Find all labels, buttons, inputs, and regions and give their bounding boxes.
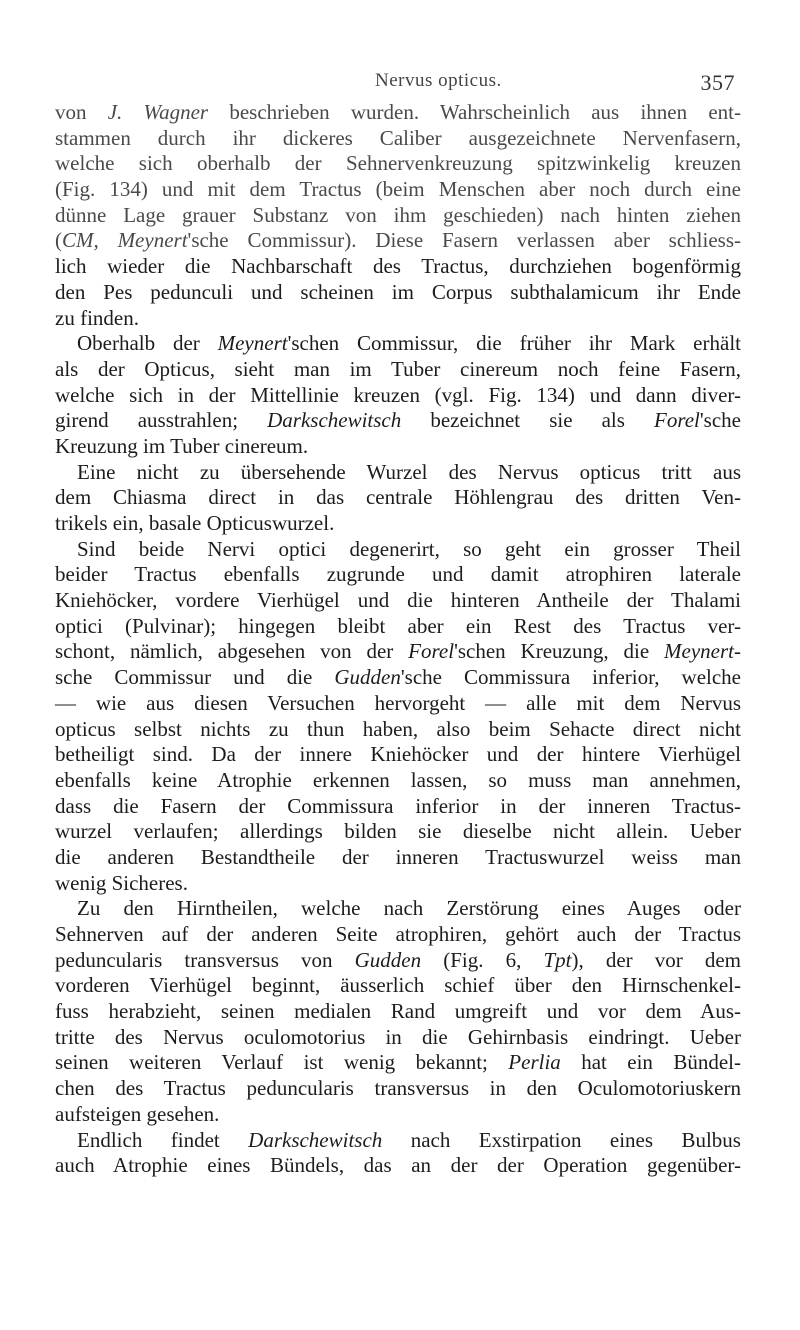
text-line bbox=[55, 228, 741, 254]
text-run: girend ausstrahlen; bbox=[55, 408, 268, 433]
text-run: Sind beide Nervi optici degenerirt, so geht ein grosser Theil bbox=[77, 536, 741, 561]
text-run: 'schen Kreuzung, die bbox=[454, 639, 665, 664]
text-run: 'schen Commissur, die früher ihr Mark erhält bbox=[287, 331, 741, 356]
text-run: welche sich oberhalb der Sehnervenkreuzung spitzwinkelig kreuzen bbox=[55, 151, 741, 176]
text-run: beschrieben wurden. Wahrscheinlich aus ihnen ent- bbox=[208, 100, 741, 124]
italic-name: Meynert bbox=[217, 331, 288, 356]
italic-name: J. Wagner bbox=[107, 100, 209, 124]
page-number: 357 bbox=[700, 70, 735, 95]
text-run: welche sich in der Mittellinie kreuzen (vgl. Fig. 134) und dann diver- bbox=[55, 382, 741, 407]
text-run: sche Commissur und die bbox=[55, 665, 335, 690]
text-line bbox=[55, 306, 741, 332]
text-run: betheiligt sind. Da der innere Kniehöcker und der hintere Vierhügel bbox=[55, 742, 741, 767]
italic-name: CM, Meynert bbox=[62, 228, 188, 253]
text-run: den Pes pedunculi und scheinen im Corpus subthalamicum ihr Ende bbox=[55, 279, 741, 304]
text-run: beider Tractus ebenfalls zugrunde und damit atrophiren laterale bbox=[55, 562, 741, 587]
italic-name: Darkschewitsch bbox=[248, 1127, 383, 1152]
text-line bbox=[55, 485, 741, 511]
text-line bbox=[55, 871, 741, 897]
text-line bbox=[55, 537, 741, 563]
text-run: fuss herabzieht, seinen medialen Rand umgreift und vor dem Aus- bbox=[55, 999, 741, 1024]
text-run: auch Atrophie eines Bündels, das an der der Operation gegenüber- bbox=[55, 1153, 741, 1178]
text-line bbox=[55, 742, 741, 768]
italic-name: Gudden bbox=[354, 947, 422, 972]
text-run: dass die Fasern der Commissura inferior in der inneren Tractus- bbox=[55, 793, 741, 818]
text-run: peduncularis transversus von bbox=[55, 947, 355, 972]
italic-name: Forel bbox=[654, 408, 700, 433]
text-run: stammen durch ihr dickeres Caliber ausgezeichnete Nervenfasern, bbox=[55, 125, 741, 150]
text-line bbox=[55, 896, 741, 922]
text-run: seinen weiteren Verlauf ist wenig bekannt; bbox=[55, 1050, 509, 1075]
text-run: Eine nicht zu übersehende Wurzel des Nervus opticus tritt aus bbox=[77, 459, 741, 484]
text-line bbox=[55, 434, 741, 460]
text-run: bezeichnet sie als bbox=[401, 408, 654, 433]
text-run: von bbox=[55, 100, 108, 124]
text-line bbox=[55, 922, 741, 948]
text-run: chen des Tractus peduncularis transversus in den Oculomotoriuskern bbox=[55, 1076, 741, 1101]
text-line bbox=[55, 460, 741, 486]
text-line bbox=[55, 717, 741, 743]
text-line bbox=[55, 639, 741, 665]
text-run: Oberhalb der bbox=[77, 331, 218, 356]
text-run: — wie aus diesen Versuchen hervorgeht — alle mit dem Nervus bbox=[55, 690, 741, 715]
text-run: 'sche Commissura inferior, welche bbox=[400, 665, 741, 690]
body-text bbox=[55, 100, 741, 1179]
text-line bbox=[55, 177, 741, 203]
running-head bbox=[375, 70, 735, 100]
text-line bbox=[55, 588, 741, 614]
text-line bbox=[55, 562, 741, 588]
text-run: ), der vor dem bbox=[571, 947, 741, 972]
text-run: tritte des Nervus oculomotorius in die Gehirnbasis eindringt. Ueber bbox=[55, 1024, 741, 1049]
text-line bbox=[55, 1153, 741, 1179]
text-run: vorderen Vierhügel beginnt, äusserlich schief über den Hirnschenkel- bbox=[55, 973, 741, 998]
text-line bbox=[55, 691, 741, 717]
text-line bbox=[55, 126, 741, 152]
text-run: lich wieder die Nachbarschaft des Tractus, durchziehen bogenförmig bbox=[55, 254, 741, 279]
text-line bbox=[55, 331, 741, 357]
text-line bbox=[55, 768, 741, 794]
text-run: als der Opticus, sieht man im Tuber cinereum noch feine Fasern, bbox=[55, 356, 741, 381]
text-run: 'sche bbox=[699, 408, 741, 433]
text-run: aufsteigen gesehen. bbox=[55, 1101, 220, 1126]
text-line bbox=[55, 151, 741, 177]
text-line bbox=[55, 999, 741, 1025]
italic-name: Perlia bbox=[508, 1050, 561, 1075]
text-line bbox=[55, 1050, 741, 1076]
text-line bbox=[55, 665, 741, 691]
text-run: Endlich findet bbox=[77, 1127, 249, 1152]
text-line bbox=[55, 408, 741, 434]
text-run: zu finden. bbox=[55, 305, 139, 330]
text-line bbox=[55, 280, 741, 306]
text-line bbox=[55, 203, 741, 229]
text-run: trikels ein, basale Opticuswurzel. bbox=[55, 511, 335, 535]
text-run: Sehnerven auf der anderen Seite atrophiren, gehört auch der Tractus bbox=[55, 922, 741, 946]
text-line bbox=[55, 819, 741, 845]
italic-name: Forel bbox=[408, 639, 455, 664]
text-line bbox=[55, 948, 741, 974]
text-line bbox=[55, 254, 741, 280]
text-line bbox=[55, 845, 741, 871]
text-run: optici (Pulvinar); hingegen bleibt aber ein Rest des Tractus ver- bbox=[55, 613, 741, 638]
text-line bbox=[55, 1076, 741, 1102]
text-line bbox=[55, 100, 741, 126]
text-run: 'sche Commissur). Diese Fasern verlassen aber schliess- bbox=[187, 228, 741, 253]
italic-name: Tpt bbox=[543, 947, 572, 972]
text-run: ebenfalls keine Atrophie erkennen lassen, so muss man annehmen, bbox=[55, 767, 741, 792]
italic-name: Meynert- bbox=[664, 639, 741, 664]
text-line bbox=[55, 973, 741, 999]
text-run: dem Chiasma direct in das centrale Höhlengrau des dritten Ven- bbox=[55, 485, 741, 510]
text-line bbox=[55, 357, 741, 383]
italic-name: Gudden bbox=[334, 665, 401, 690]
text-run: (Fig. 134) und mit dem Tractus (beim Menschen aber noch durch eine bbox=[55, 177, 741, 202]
text-line bbox=[55, 383, 741, 409]
italic-name: Darkschewitsch bbox=[267, 408, 402, 433]
text-run: opticus selbst nichts zu thun haben, also beim Sehacte direct nicht bbox=[55, 716, 741, 741]
text-run: wurzel verlaufen; allerdings bilden sie dieselbe nicht allein. Ueber bbox=[55, 819, 741, 844]
running-title: Nervus opticus. bbox=[375, 70, 502, 91]
text-line bbox=[55, 794, 741, 820]
text-run: schont, nämlich, abgesehen von der bbox=[55, 639, 409, 664]
text-line bbox=[55, 1102, 741, 1128]
text-run: die anderen Bestandtheile der inneren Tractuswurzel weiss man bbox=[55, 844, 741, 869]
text-run: (Fig. 6, bbox=[421, 947, 544, 972]
text-run: Zu den Hirntheilen, welche nach Zerstörung eines Auges oder bbox=[77, 896, 741, 921]
text-run: dünne Lage grauer Substanz von ihm geschieden) nach hinten ziehen bbox=[55, 202, 741, 227]
text-run: Kreuzung im Tuber cinereum. bbox=[55, 433, 309, 458]
text-run: wenig Sicheres. bbox=[55, 870, 188, 895]
text-run: hat ein Bündel- bbox=[560, 1050, 741, 1075]
text-line bbox=[55, 1128, 741, 1154]
text-run: nach Exstirpation eines Bulbus bbox=[382, 1127, 741, 1152]
text-run: Kniehöcker, vordere Vierhügel und die hinteren Antheile der Thalami bbox=[55, 588, 741, 613]
text-line bbox=[55, 511, 741, 537]
text-line bbox=[55, 614, 741, 640]
text-line bbox=[55, 1025, 741, 1051]
text-run: ( bbox=[55, 228, 62, 253]
